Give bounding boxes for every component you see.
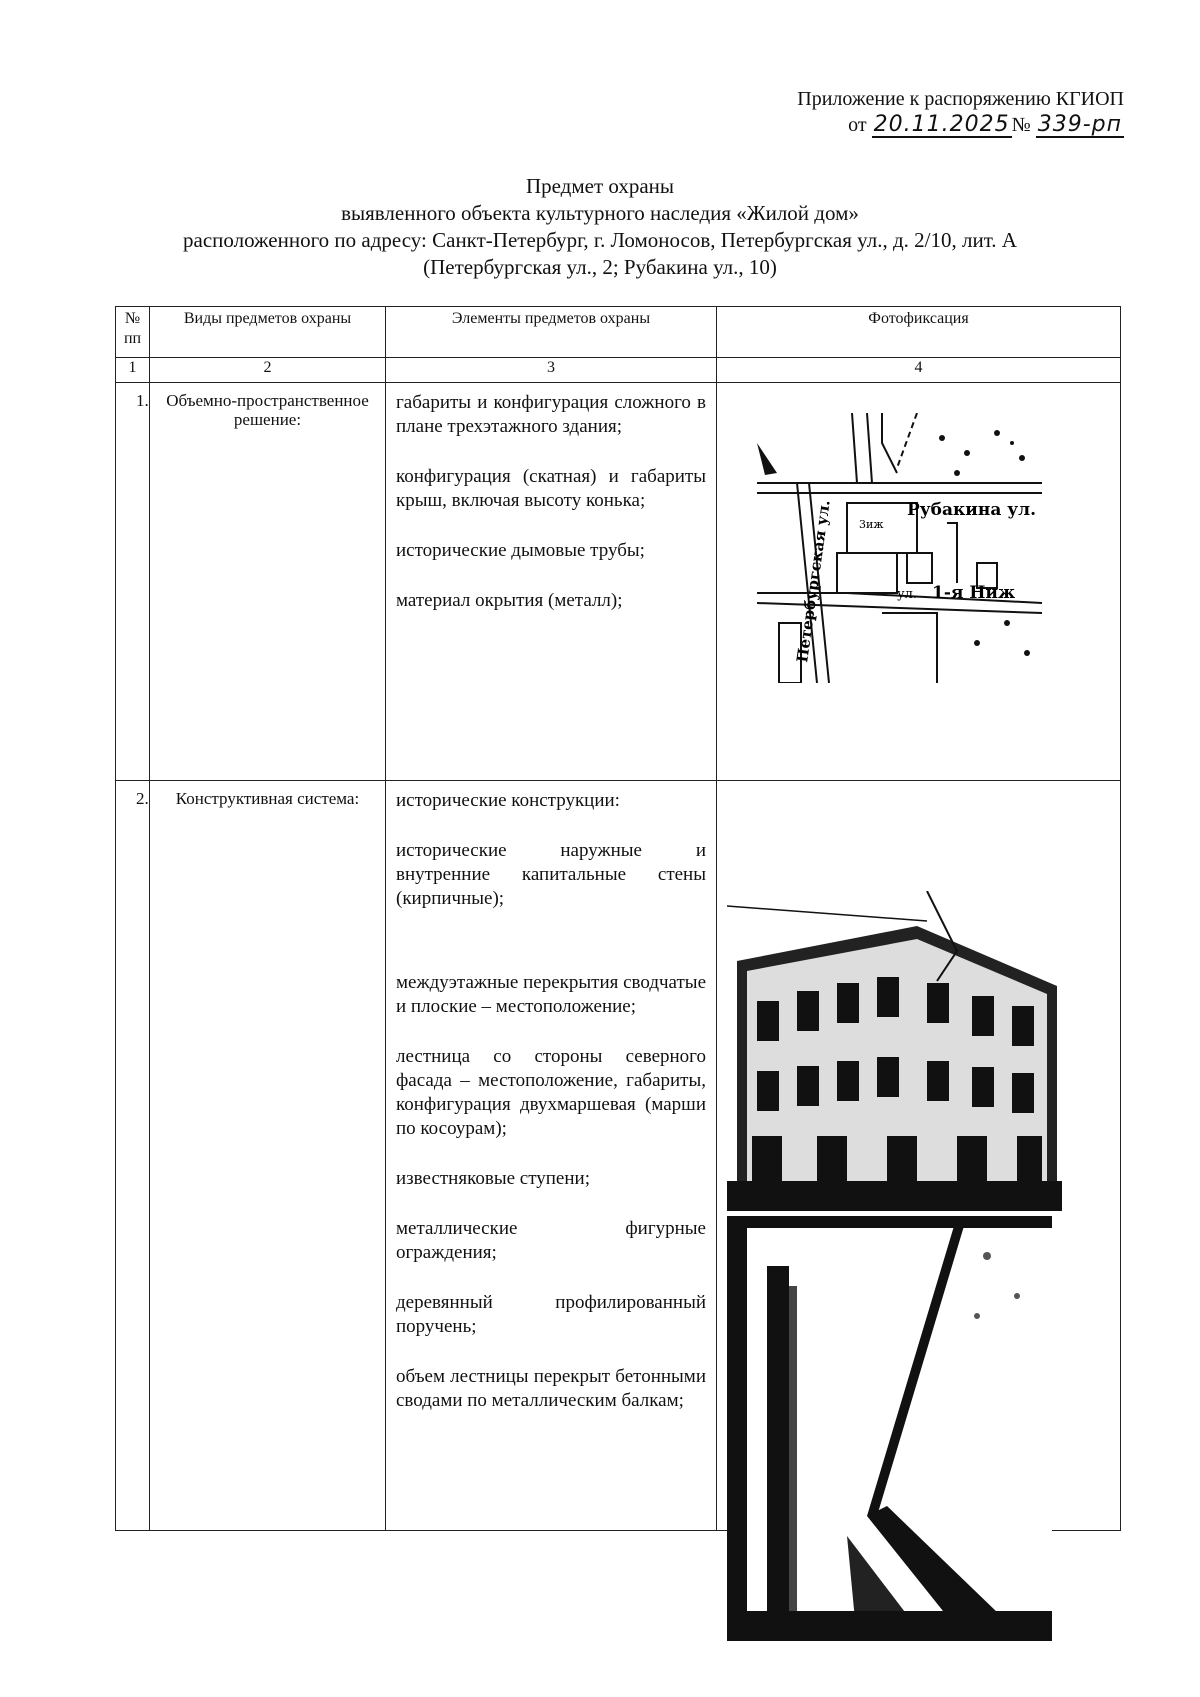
element-item: конфигурация (скатная) и габариты крыш, включая высоту конька; [396,466,706,511]
document-title [60,173,1140,281]
row-elements [386,781,717,1531]
column-number-row [116,358,1121,383]
row-elements [386,383,717,781]
map-street-label: Петербургская ул. [793,498,834,664]
element-item: известняковые ступени; [396,1168,590,1189]
protection-table [115,306,1121,1531]
appendix-line1: Приложение к распоряжению КГИОП [797,88,1124,110]
element-item: исторические конструкции: [396,790,620,811]
row-num: 1. [116,383,150,781]
staircase-photo [727,1216,1052,1641]
site-plan-map [757,413,1042,683]
header-row [116,307,1121,358]
element-item: металлические фигурные ограждения; [396,1218,706,1263]
table-row [116,383,1121,781]
appendix-prefix: от [848,114,867,136]
col-number: 1 [116,358,150,383]
title-line1: Предмет охраны [525,174,675,198]
row-num: 2. [116,781,150,1531]
handwritten-number: 339-рп [1037,112,1122,137]
header-kind: Виды предметов охраны [150,307,386,358]
element-item: объем лестницы перекрыт бетонными сводами по металлическим балкам; [396,1366,706,1411]
map-ul-label: ул. [897,587,918,602]
map-street-label: Рубакина ул. [907,500,1037,520]
number-sign: № [1011,114,1031,136]
element-item: междуэтажные перекрытия сводчатые и плоские – местоположение; [396,972,707,1017]
element-item: исторические наружные и внутренние капитальные стены (кирпичные); [396,840,706,909]
col-number: 4 [717,358,1121,383]
row-kind: Конструктивная система: [150,781,386,1531]
title-line4: (Петербургская ул., 2; Рубакина ул., 10) [423,255,777,279]
col-number: 2 [150,358,386,383]
title-line3: расположенного по адресу: Санкт-Петербург, г. Ломоносов, Петербургская ул., д. 2/10, лит. А [183,228,1017,252]
photo-cell [717,383,1121,781]
building-photo [727,891,1062,1211]
map-street-label: 1-я Ниж [932,583,1016,603]
map-building-label: 3иж [859,518,884,531]
header-photo: Фотофиксация [717,307,1121,358]
col-number: 3 [386,358,717,383]
title-line2: выявленного объекта культурного наследия «Жилой дом» [341,201,859,225]
row-kind: Объемно-пространственное решение: [150,383,386,781]
table-row [116,781,1121,1531]
element-item: исторические дымовые трубы; [396,540,645,561]
element-item: материал окрытия (металл); [396,590,623,611]
element-item: лестница со стороны северного фасада – местоположение, габариты, конфигурация двухмаршевая (марши по косоурам); [396,1046,706,1139]
appendix-header [797,86,1124,138]
photo-cell [717,781,1121,1531]
element-item: деревянный профилированный поручень; [396,1292,706,1337]
element-item: габариты и конфигурация сложного в плане трехэтажного здания; [396,392,706,437]
handwritten-date: 20.11.2025 [873,112,1010,137]
header-elements: Элементы предметов охраны [386,307,717,358]
appendix-line2 [797,112,1124,138]
header-num: № пп [116,307,150,358]
